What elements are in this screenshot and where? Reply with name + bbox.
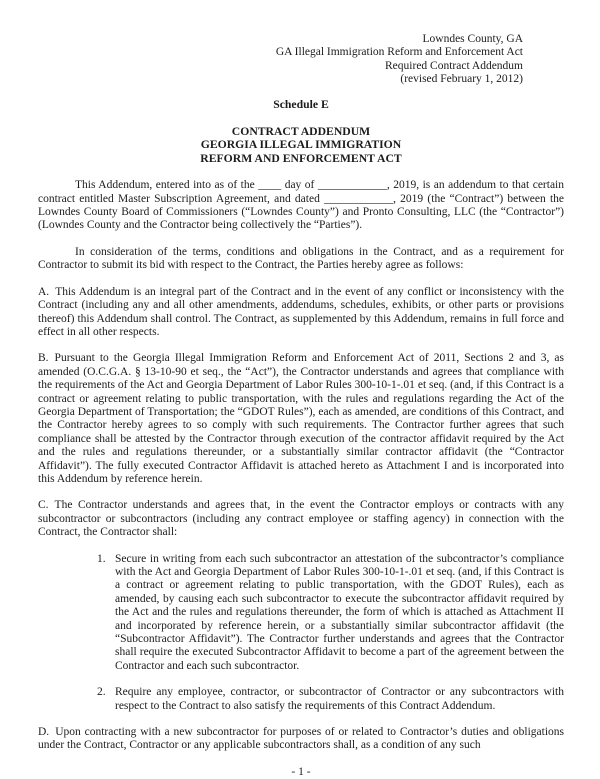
section-a-label: A. <box>38 285 50 298</box>
title-line-2: GEORGIA ILLEGAL IMMIGRATION <box>200 138 402 152</box>
section-a-paragraph <box>38 286 564 340</box>
section-b-label: B. <box>38 352 49 365</box>
section-b-paragraph <box>38 352 564 486</box>
list-item-number: 1. <box>97 552 106 565</box>
list-item-text: Secure in writing from each such subcontractor an attestation of the subcontractor’s compliance with the Act and Georgia Department of Labor Rules 300-10-1-.01 et seq. (and, if this Contract is a contract or agreement relating to public transportation, with the GDOT Rules), each as amended, by causing each such subcontractor to execute the subcontractor affidavit required by the Act and the rules and regulations thereunder, the form of which is attached as Attachment II and incorporated by reference herein, or a substantially similar subcontractor affidavit (the “Subcontractor Affidavit”). The Contractor further understands and agrees that the Contractor shall require the executed Subcontractor Affidavit to become a part of the agreement between the Contractor and each such subcontractor. <box>115 552 564 672</box>
list-item-number: 2. <box>97 686 106 699</box>
title-line-3: REFORM AND ENFORCEMENT ACT <box>200 151 402 165</box>
title-line-1: CONTRACT ADDENDUM <box>231 125 371 139</box>
intro-paragraph-2: In consideration of the terms, conditions and obligations in the Contract, and as a requirement for Contractor to submit its bid with respect to the Contract, the Parties hereby agree as follows: <box>38 245 564 272</box>
section-c-label: C. <box>38 499 49 512</box>
document-title <box>38 125 564 165</box>
section-c-text: The Contractor understands and agrees that, in the event the Contractor employs or contracts with any subcontractor or subcontractors (including any contract employee or staffing agency) in connection with the Contract, the Contractor shall: <box>38 499 564 539</box>
subcontractor-requirements-list <box>97 553 564 713</box>
header-line-addendum: Required Contract Addendum <box>385 59 523 72</box>
section-a-text: This Addendum is an integral part of the Contract and in the event of any conflict or inconsistency with the Contract (including any and all other amendments, addendums, schedules, exhibits, or other parts or provisions thereof) this Addendum shall control. The Contract, as supplemented by this Addendum, remains in full force and effect in all other respects. <box>38 285 564 338</box>
list-item <box>97 686 564 713</box>
intro-paragraph-1: This Addendum, entered into as of the ____ day of ____________, 2019, is an addendum to that certain contract entitled Master Subscription Agreement, and dated ____________, 2019 (the “Contract”) between the Lowndes County Board of Commissioners (“Lowndes County”) and Pronto Consulting, LLC (the “Contractor”) (Lowndes County and the Contractor being collectively the “Parties”). <box>38 179 564 232</box>
document-header <box>38 33 523 87</box>
schedule-label: Schedule E <box>273 97 329 111</box>
section-b-text: Pursuant to the Georgia Illegal Immigration Reform and Enforcement Act of 2011, Sections 2 and 3, as amended (O.C.G.A. § 13-10-90 et seq., the “Act”), the Contractor understands and agrees that compliance with the requirements of the Act and Georgia Department of Labor Rules 300-10-1-.01 et seq. (and, if this Contract is a contract or agreement relating to public transportation, with the rules and regulations regarding the Act of the Georgia Department of Transportation; the “GDOT Rules”), each as amended, are conditions of this Contract, and the Contractor hereby agrees to so comply with such requirements. The Contractor further agrees that such compliance shall be attested by the Contractor through execution of the contractor affidavit required by the Act and the rules and regulations thereunder, or a substantially similar contractor affidavit (the “Contractor Affidavit”). The fully executed Contractor Affidavit is attached hereto as Attachment I and is incorporated into this Addendum by reference herein. <box>38 352 564 485</box>
page-number: - 1 - <box>291 765 311 778</box>
section-c-paragraph <box>38 499 564 539</box>
list-item-text: Require any employee, contractor, or subcontractor of Contractor or any subcontractors with respect to the Contract to also satisfy the requirements of this Contract Addendum. <box>115 686 564 712</box>
header-line-revised: (revised February 1, 2012) <box>400 73 523 86</box>
section-d-label: D. <box>38 726 50 739</box>
header-line-county: Lowndes County, GA <box>422 33 523 45</box>
section-d-paragraph <box>38 726 564 753</box>
section-d-text: Upon contracting with a new subcontractor for purposes of or related to Contractor’s duties and obligations under the Contract, Contractor or any applicable subcontractors shall, as a condition of any such <box>38 726 564 752</box>
header-line-act: GA Illegal Immigration Reform and Enforcement Act <box>275 46 523 59</box>
list-item <box>97 553 564 674</box>
